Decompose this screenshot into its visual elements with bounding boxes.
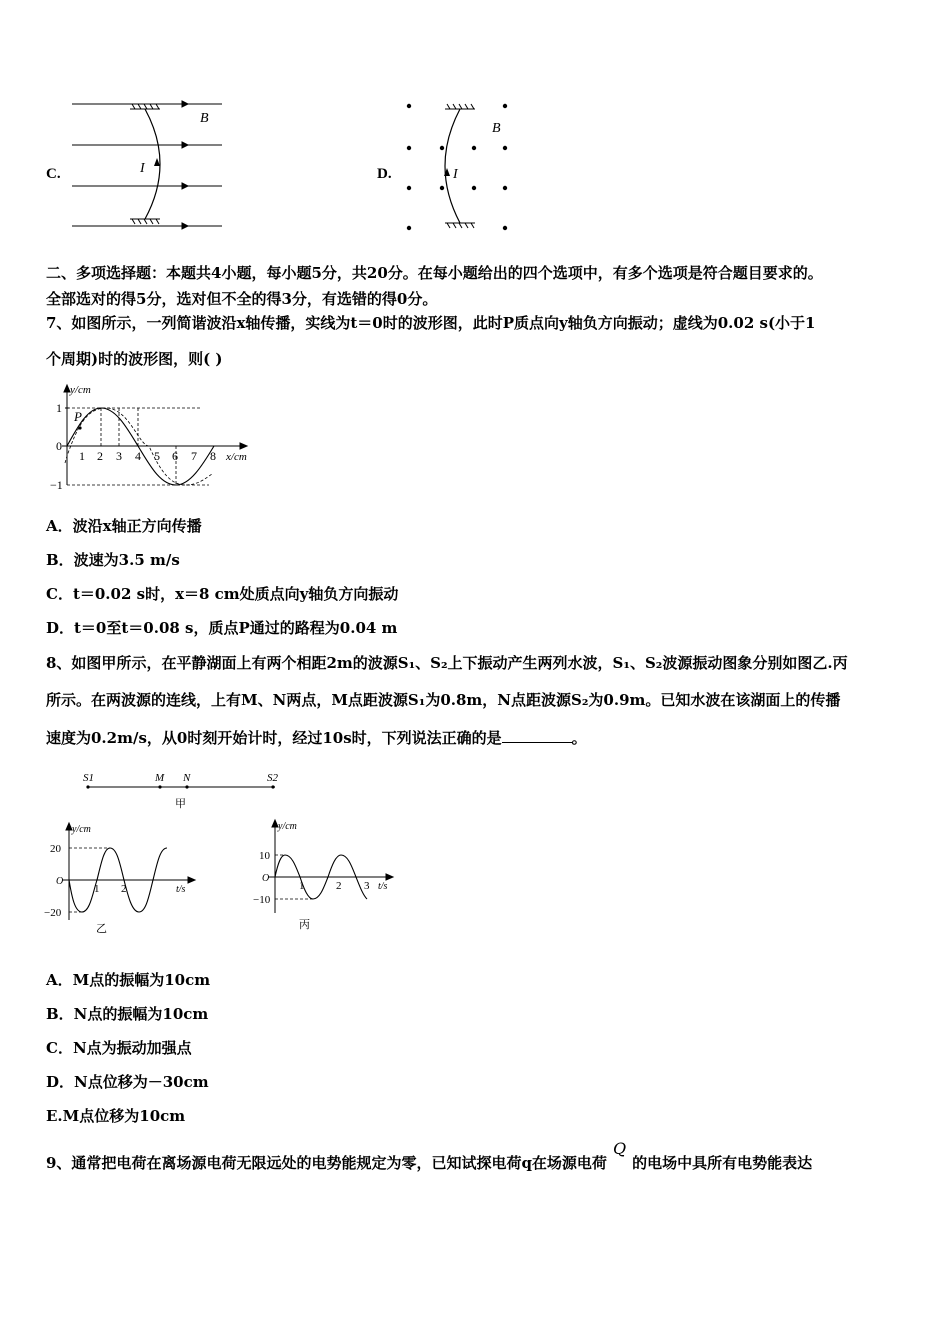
y-tick: 10 [259, 850, 270, 862]
q8-text-line-3 [46, 728, 587, 748]
y-tick: 20 [50, 843, 61, 855]
x-axis-label: t/s [378, 881, 388, 892]
q8-line-3-end: 。 [571, 729, 587, 747]
q7-wave-graph [44, 380, 264, 495]
x-tick: 5 [154, 449, 160, 463]
x-tick: 2 [97, 449, 103, 463]
current-label: I [453, 167, 458, 182]
q8-option-c: C．N点为振动加强点 [46, 1039, 192, 1057]
caption-yi: 乙 [96, 923, 107, 935]
q8-option-b: B．N点的振幅为10cm [46, 1005, 209, 1023]
option-d-label: D. [377, 166, 392, 182]
q8-figure-jia [80, 765, 290, 815]
q8-option-d: D．N点位移为－30cm [46, 1073, 209, 1091]
caption-jia: 甲 [175, 798, 186, 810]
origin-label: O [56, 876, 64, 887]
y-tick: −10 [253, 894, 271, 906]
current-label: I [140, 161, 145, 176]
y-tick: 1 [56, 401, 62, 415]
s2-label: S2 [267, 772, 278, 784]
point-p [78, 426, 81, 429]
figure-c-uniform-field [60, 95, 235, 235]
y-tick: −1 [50, 478, 63, 492]
origin-label: O [262, 873, 270, 884]
q7-option-c: C．t＝0.02 s时，x＝8 cm处质点向y轴负方向振动 [46, 585, 399, 603]
x-tick: 1 [299, 880, 305, 892]
y-tick: −20 [44, 907, 62, 919]
y-axis-label: y/cm [70, 384, 91, 396]
m-label: M [155, 772, 165, 784]
y-tick: 0 [56, 439, 62, 453]
x-axis-label: t/s [176, 884, 186, 895]
section-heading-line-2: 全部选对的得5分，选对但不全的得3分，有选错的得0分。 [46, 290, 438, 308]
wire-curve [445, 109, 460, 223]
x-tick: 3 [364, 880, 370, 892]
q8-option-a: A．M点的振幅为10cm [46, 971, 211, 989]
x-tick: 1 [94, 883, 100, 895]
y-axis-label: y/cm [278, 821, 297, 832]
current-arrow-icon [154, 158, 160, 166]
q9-text-line-1 [46, 1139, 813, 1173]
q8-figure-yi [42, 818, 202, 936]
s1-label: S1 [83, 772, 94, 784]
q8-option-e: E.M点位移为10cm [46, 1107, 186, 1125]
x-tick: 7 [191, 449, 197, 463]
q7-text-line-2: 个周期)时的波形图，则( ) [46, 350, 223, 368]
q8-text-line-2: 所示。在两波源的连线，上有M、N两点，M点距波源S₁为0.8m，N点距波源S₂为0.9m。已知水波在该湖面上的传播 [46, 691, 841, 709]
option-c-label: C. [46, 166, 61, 182]
q8-line-3-text: 速度为0.2m/s，从0时刻开始计时，经过10s时，下列说法正确的是 [46, 729, 502, 747]
field-label: B [492, 121, 501, 136]
x-tick: 2 [121, 883, 127, 895]
q9-line-1-end: 的电场中具所有电势能表达 [632, 1154, 813, 1172]
q9-line-1-text: 9、通常把电荷在离场源电荷无限远处的电势能规定为零，已知试探电荷q在场源电荷 [46, 1154, 607, 1172]
x-axis-label: x/cm [226, 451, 247, 463]
answer-blank [502, 728, 572, 743]
q8-text-line-1: 8、如图甲所示，在平静湖面上有两个相距2m的波源S₁、S₂上下振动产生两列水波，S₁、S₂波源振动图象分别如图乙.丙 [46, 654, 848, 672]
q7-option-b: B．波速为3.5 m/s [46, 551, 180, 569]
x-tick: 3 [116, 449, 122, 463]
q7-text-line-1: 7、如图所示，一列简谐波沿x轴传播，实线为t＝0时的波形图，此时P质点向y轴负方向振动；虚线为0.02 s(小于1 [46, 314, 816, 332]
q7-option-a: A．波沿x轴正方向传播 [46, 517, 202, 535]
caption-bing: 丙 [299, 919, 310, 931]
q9-symbol-q: Q [612, 1139, 627, 1158]
section-heading-line-1: 二、多项选择题：本题共4小题，每小题5分，共20分。在每小题给出的四个选项中，有多个选项是符合题目要求的。 [46, 264, 823, 282]
x-tick: 2 [336, 880, 342, 892]
q7-option-d: D．t＝0至t＝0.08 s，质点P通过的路程为0.04 m [46, 619, 398, 637]
point-p-label: P [74, 409, 82, 424]
y-axis-label: y/cm [72, 824, 91, 835]
x-tick: 1 [79, 449, 85, 463]
q8-figure-bing [250, 815, 410, 933]
field-label: B [200, 111, 209, 126]
x-tick: 4 [135, 449, 141, 463]
x-tick: 8 [210, 449, 216, 463]
figure-d-field-out-of-page [398, 95, 523, 235]
x-tick: 6 [172, 449, 178, 463]
n-label: N [183, 772, 191, 784]
